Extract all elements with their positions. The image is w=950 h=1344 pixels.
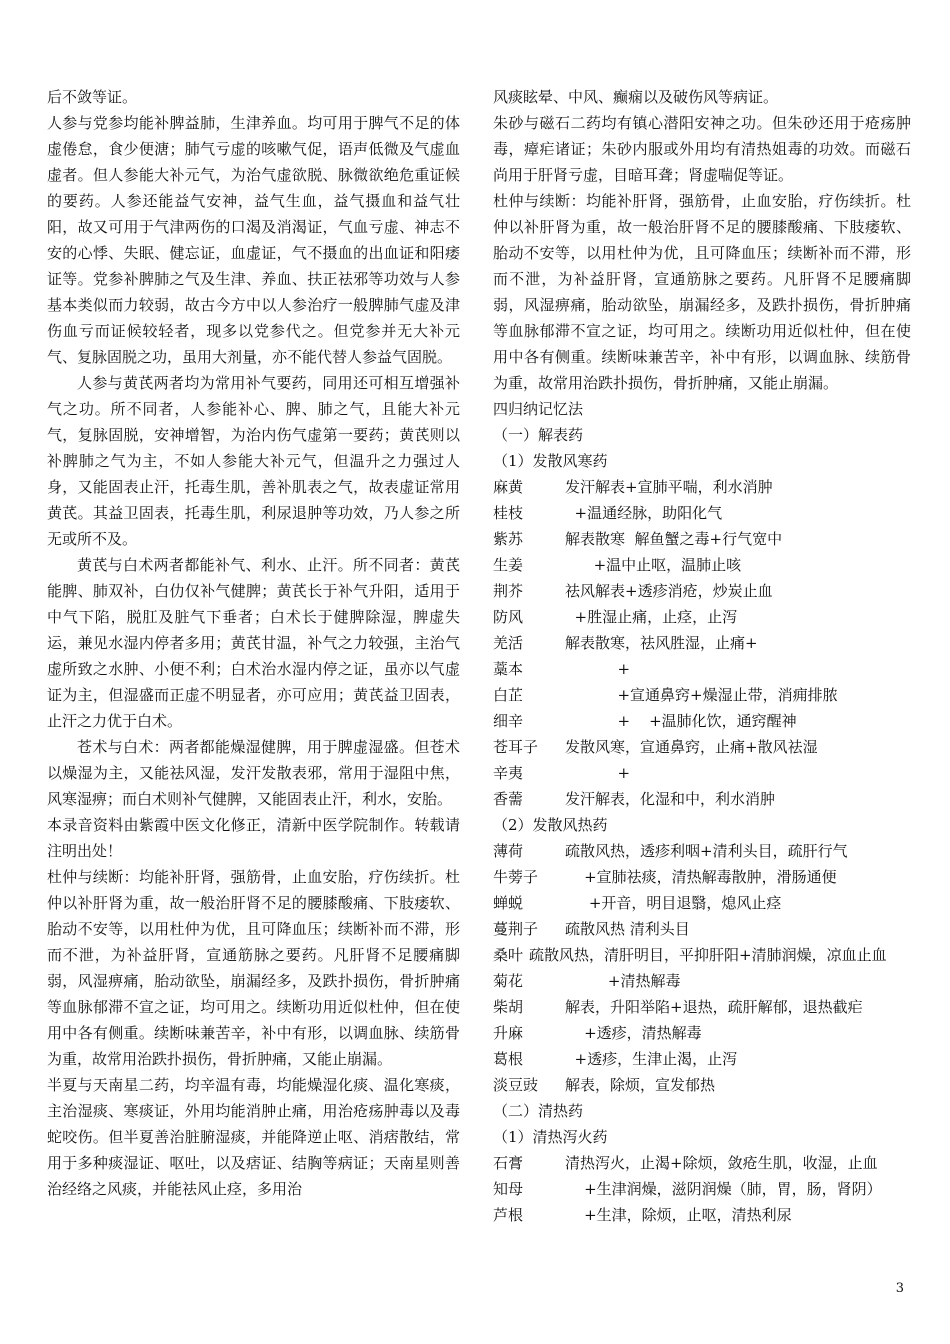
list-item [493, 552, 911, 578]
list-item [493, 396, 911, 422]
list-item [493, 1098, 911, 1124]
herb-effects: +透疹，生津止渴，止泻 [565, 1050, 738, 1068]
list-item [493, 474, 911, 500]
herb-name: （2）发散风热药 [493, 816, 608, 834]
list-item [493, 786, 911, 812]
herb-effects: + [565, 660, 631, 678]
list-item [493, 890, 911, 916]
herb-name: 细辛 [493, 712, 524, 730]
herb-effects: +温通经脉，助阳化气 [565, 504, 723, 522]
herb-name: 苍耳子 [493, 738, 539, 756]
herb-effects: 解表，除烦，宣发郁热 [565, 1076, 716, 1094]
herb-name: 生姜 [493, 556, 524, 574]
list-item [493, 1020, 911, 1046]
herb-effects: +宣肺祛痰，清热解毒散肿，滑肠通便 [565, 868, 837, 886]
list-item [493, 1046, 911, 1072]
list-item [493, 968, 911, 994]
list-item [493, 1202, 911, 1228]
herb-effects: +生津润燥，滋阴润燥（肺，胃，肠，肾阴） [565, 1180, 882, 1198]
herb-name: 桑叶 [493, 946, 524, 964]
paragraph: 后不敛等证。 [47, 88, 138, 106]
herb-name: 蝉蜕 [493, 894, 524, 912]
list-item [493, 422, 911, 448]
list-item [493, 1072, 911, 1098]
herb-name: 芦根 [493, 1206, 524, 1224]
list-item [493, 578, 911, 604]
list-item [493, 760, 911, 786]
herb-effects: 发散风寒，宣通鼻窍，止痛+散风祛湿 [565, 738, 818, 756]
herb-effects: 疏散风热，透疹利咽+清利头目，疏肝行气 [565, 842, 848, 860]
list-item [493, 864, 911, 890]
herb-name: 石膏 [493, 1154, 524, 1172]
herb-effects: +温中止呕，温肺止咳 [565, 556, 742, 574]
herb-name: 四归纳记忆法 [493, 400, 584, 418]
paragraph: 人参与黄芪两者均为常用补气要药，同用还可相互增强补气之功。所不同者，人参能补心、脾、肺之气，且能大补元气，复脉固脱，安神增智，为治内伤气虚第一要药；黄芪则以补脾肺之气为主，不如人参能大补元气，但温升之力强过人身，又能固表止汗，托毒生肌，善补肌表之气，故表虚证常用黄芪。其益卫固表，托毒生肌，利尿退肿等功效，乃人参之所无或所不及。 [47, 374, 460, 548]
herb-effects: 解表，升阳举陷+退热，疏肝解郁，退热截疟 [565, 998, 863, 1016]
herb-name: 菊花 [493, 972, 524, 990]
herb-effects: +开音，明目退翳，熄风止痉 [565, 894, 782, 912]
herb-name: 荆芥 [493, 582, 524, 600]
list-item [493, 526, 911, 552]
herb-effects: +宣通鼻窍+燥湿止带，消痈排脓 [565, 686, 838, 704]
paragraph: 半夏与天南星二药，均辛温有毒，均能燥湿化痰、温化寒痰，主治湿痰、寒痰证，外用均能消肿止痛，用治疮疡肿毒以及毒蛇咬伤。但半夏善治脏腑湿痰，并能降逆止呕、消痞散结，常用于多种痰湿证、呕吐，以及痞证、结胸等病证；天南星则善治经络之风痰，并能祛风止痉，多用治 [47, 1076, 460, 1198]
list-item [493, 942, 911, 968]
herb-name: 葛根 [493, 1050, 524, 1068]
herb-effects: 解表散寒，祛风胜湿，止痛+ [565, 634, 758, 652]
list-item [493, 994, 911, 1020]
paragraph: 人参与党参均能补脾益肺，生津养血。均可用于脾气不足的体虚倦怠，食少便溏；肺气亏虚的咳嗽气促，语声低微及气虚血虚者。但人参能大补元气，为治气虚欲脱、脉微欲绝危重证候的要药。人参还能益气安神，益气生血，益气摄血和益气壮阳，故又可用于气津两伤的口渴及消渴证，气血亏虚、神志不安的心悸、失眠、健忘证，血虚证，气不摄血的出血证和阳痿证等。党参补脾肺之气及生津、养血、扶正祛邪等功效与人参基本类似而力较弱，故古今方中以人参治疗一般脾肺气虚及津伤血亏而证候较轻者，现多以党参代之。但党参并无大补元气、复脉固脱之功，虽用大剂量，亦不能代替人参益气固脱。 [47, 114, 460, 366]
herb-name: （1）清热泻火药 [493, 1128, 608, 1146]
herb-name: 蔓荆子 [493, 920, 539, 938]
list-item [493, 604, 911, 630]
herb-name: 薄荷 [493, 842, 524, 860]
herb-effects: +清热解毒 [565, 972, 681, 990]
herb-effects: 发汗解表，化湿和中，利水消肿 [565, 790, 776, 808]
herb-list [493, 396, 911, 1228]
herb-effects: +生津，除烦，止呕，清热利尿 [565, 1206, 792, 1224]
herb-effects: 清热泻火，止渴+除烦，敛疮生肌，收湿，止血 [565, 1154, 878, 1172]
paragraph: 黄芪与白术两者都能补气、利水、止汗。所不同者：黄芪能脾、肺双补，白仂仅补气健脾；黄芪长于补气升阳，适用于中气下陷，脱肛及脏气下垂者；白术长于健脾除湿，脾虚失运，兼见水湿内停者多用；黄芪甘温，补气之力较强，主治气虚所致之水肿、小便不利；白术治水湿内停之证，虽亦以气虚证为主，但湿盛而正虚不明显者，亦可应用；黄芪益卫固表，止汗之力优于白术。 [47, 556, 460, 730]
paragraph: 风痰眩晕、中风、癫痫以及破伤风等病证。 [493, 88, 779, 106]
herb-effects: 祛风解表+透疹消疮，炒炭止血 [565, 582, 773, 600]
herb-name: 柴胡 [493, 998, 524, 1016]
list-item [493, 916, 911, 942]
paragraph: 杜仲与续断：均能补肝肾，强筋骨，止血安胎，疗伤续折。杜仲以补肝肾为重，故一般治肝肾不足的腰膝酸痛、下肢痿软、胎动不安等，以用杜仲为优，且可降血压；续断补而不滞，形而不泄，为补益肝肾，宣通筋脉之要药。凡肝肾不足腰痛脚弱，风湿痹痛，胎动欲坠，崩漏经多，及跌扑损伤，骨折肿痛等血脉郁滞不宣之证，均可用之。续断功用近似杜仲，但在使用中各有侧重。续断味兼苦辛，补中有形，以调血脉、续筋骨为重，故常用治跌扑损伤，骨折肿痛，又能止崩漏。 [493, 192, 911, 392]
herb-name: 知母 [493, 1180, 524, 1198]
list-item [493, 708, 911, 734]
herb-name: 防风 [493, 608, 524, 626]
herb-name: 藁本 [493, 660, 524, 678]
list-item [493, 448, 911, 474]
herb-name: 桂枝 [493, 504, 524, 522]
herb-effects: + +温肺化饮，通窍醒神 [565, 712, 797, 730]
list-item [493, 630, 911, 656]
list-item [493, 500, 911, 526]
herb-effects: 疏散风热，清肝明目，平抑肝阳+清肺润燥，凉血止血 [529, 946, 887, 964]
herb-name: 升麻 [493, 1024, 524, 1042]
list-item [493, 1150, 911, 1176]
paragraph: 杜仲与续断：均能补肝肾，强筋骨，止血安胎，疗伤续折。杜仲以补肝肾为重，故一般治肝肾不足的腰膝酸痛、下肢痿软、胎动不安等，以用杜仲为优，且可降血压；续断补而不滞，形而不泄，为补益肝肾，宣通筋脉之要药。凡肝肾不足腰痛脚弱，风湿痹痛，胎动欲坠，崩漏经多，及跌扑损伤，骨折肿痛等血脉郁滞不宣之证，均可用之。续断功用近似杜仲，但在使用中各有侧重。续断味兼苦辛，补中有形，以调血脉、续筋骨为重，故常用治跌扑损伤，骨折肿痛，又能止崩漏。 [47, 868, 460, 1068]
list-item [493, 838, 911, 864]
herb-name: 牛蒡子 [493, 868, 539, 886]
herb-name: 白芷 [493, 686, 524, 704]
list-item [493, 812, 911, 838]
herb-name: 香薷 [493, 790, 524, 808]
list-item [493, 734, 911, 760]
herb-name: （二）清热药 [493, 1102, 584, 1120]
page-number: 3 [895, 1281, 904, 1296]
herb-effects: 疏散风热 清利头目 [565, 920, 690, 938]
right-column [493, 84, 911, 1228]
herb-effects: + [565, 764, 631, 782]
herb-name: 麻黄 [493, 478, 524, 496]
herb-effects: +透疹，清热解毒 [565, 1024, 702, 1042]
herb-effects: 发汗解表+宣肺平喘，利水消肿 [565, 478, 773, 496]
paragraph: 本录音资料由紫霞中医文化修正，清新中医学院制作。转载请注明出处！ [47, 816, 460, 860]
herb-effects: 解表散寒 解鱼蟹之毒+行气宽中 [565, 530, 783, 548]
paragraph: 朱砂与磁石二药均有镇心潜阳安神之功。但朱砂还用于疮疡肿毒，瘴疟诸证；朱砂内服或外用均有清热姐毒的功效。而磁石尚用于肝肾亏虚，目暗耳聋；肾虚喘促等证。 [493, 114, 911, 184]
herb-effects: +胜湿止痛，止痉，止泻 [565, 608, 738, 626]
list-item [493, 682, 911, 708]
left-column [47, 84, 460, 1202]
list-item [493, 1124, 911, 1150]
herb-name: （一）解表药 [493, 426, 584, 444]
herb-name: （1）发散风寒药 [493, 452, 608, 470]
paragraph: 苍术与白术：两者都能燥湿健脾，用于脾虚湿盛。但苍术以燥湿为主，又能祛风湿，发汗发散表邪，常用于湿阻中焦，风寒湿痹；而白术则补气健脾，又能固表止汗，利水，安胎。 [47, 738, 460, 808]
herb-name: 羌活 [493, 634, 524, 652]
list-item [493, 656, 911, 682]
herb-name: 辛夷 [493, 764, 524, 782]
herb-name: 紫苏 [493, 530, 524, 548]
herb-name: 淡豆豉 [493, 1076, 539, 1094]
list-item [493, 1176, 911, 1202]
